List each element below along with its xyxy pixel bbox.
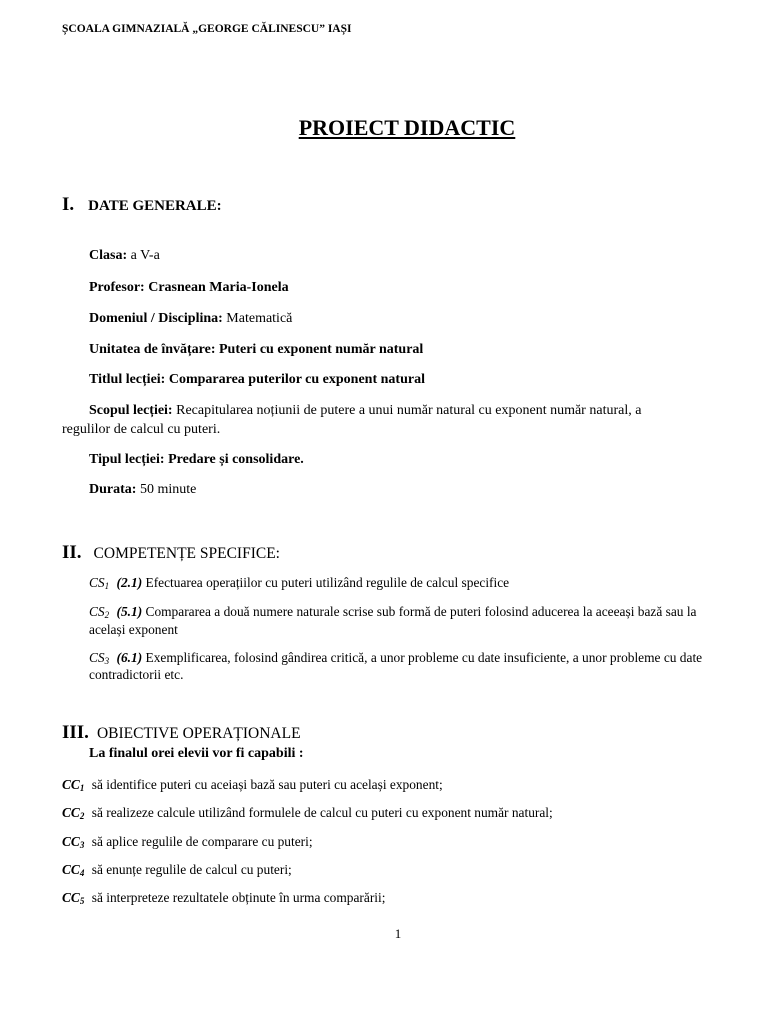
field-titlul bbox=[89, 372, 425, 388]
competence-subscript: 2 bbox=[104, 610, 110, 620]
competence-item bbox=[89, 575, 509, 591]
objective-code: CC bbox=[62, 834, 80, 849]
competence-continuation: contradictorii etc. bbox=[89, 667, 184, 682]
competence-text: Compararea a două numere naturale scrise sub formă de puteri folosind aducerea la aceeași bază sau la bbox=[142, 604, 697, 619]
field-scopul bbox=[89, 403, 641, 419]
field-label: Titlul lecției: Compararea puterilor cu exponent natural bbox=[89, 372, 425, 387]
competence-subscript: 3 bbox=[104, 656, 110, 666]
competence-item bbox=[89, 604, 697, 620]
field-profesor bbox=[89, 280, 289, 296]
field-scopul-continuation: regulilor de calcul cu puteri. bbox=[62, 422, 221, 437]
objective-text: să aplice regulile de comparare cu puteri; bbox=[91, 834, 313, 849]
section-objectives-heading bbox=[62, 722, 301, 744]
objective-subscript: 4 bbox=[79, 868, 85, 878]
field-durata bbox=[89, 482, 196, 498]
objective-text: să enunțe regulile de calcul cu puteri; bbox=[91, 862, 292, 877]
field-label: Tipul lecției: Predare și consolidare. bbox=[89, 452, 304, 467]
field-value: 50 minute bbox=[136, 482, 197, 497]
field-value: Matematică bbox=[222, 311, 293, 326]
field-label: Domeniul / Disciplina: bbox=[89, 311, 223, 326]
competence-continuation: același exponent bbox=[89, 622, 178, 637]
section-title: OBIECTIVE OPERAȚIONALE bbox=[96, 725, 301, 742]
competence-code: CS bbox=[89, 604, 105, 619]
objective-code: CC bbox=[62, 862, 80, 877]
objective-subscript: 3 bbox=[79, 840, 85, 850]
objectives-intro: La finalul orei elevii vor fi capabili : bbox=[89, 746, 304, 761]
field-label: Unitatea de învățare: Puteri cu exponent număr natural bbox=[89, 342, 424, 357]
competence-number: (2.1) bbox=[116, 575, 143, 590]
page-number: 1 bbox=[394, 926, 402, 941]
objective-code: CC bbox=[62, 890, 80, 905]
field-label: Durata: bbox=[89, 482, 137, 497]
objective-item bbox=[62, 805, 553, 821]
field-unitatea bbox=[89, 342, 423, 358]
section-number: II. bbox=[62, 542, 82, 563]
competence-number: (5.1) bbox=[116, 604, 143, 619]
objective-subscript: 1 bbox=[79, 783, 85, 793]
section-number: I. bbox=[62, 194, 75, 215]
school-header: ȘCOALA GIMNAZIALĂ „GEORGE CĂLINESCU” IAȘI bbox=[62, 23, 352, 35]
competence-text: Efectuarea operațiilor cu puteri utilizând regulile de calcul specifice bbox=[142, 575, 510, 590]
objective-text: să realizeze calcule utilizând formulele de calcul cu puteri cu exponent număr natural; bbox=[91, 805, 553, 820]
field-label: Clasa: bbox=[89, 248, 128, 263]
section-competences-heading bbox=[62, 542, 280, 564]
document-title: PROIECT DIDACTIC bbox=[298, 115, 516, 140]
section-number: III. bbox=[62, 722, 89, 743]
field-label: Scopul lecției: bbox=[89, 403, 173, 418]
objective-code: CC bbox=[62, 805, 80, 820]
competence-text: Exemplificarea, folosind gândirea critică, a unor probleme cu date insuficiente, a unor probleme cu date bbox=[142, 650, 703, 665]
competence-code: CS bbox=[89, 575, 105, 590]
objective-code: CC bbox=[62, 777, 80, 792]
competence-code: CS bbox=[89, 650, 105, 665]
field-value: Recapitularea noțiunii de putere a unui număr natural cu exponent număr natural, a bbox=[172, 403, 642, 418]
section-general-heading bbox=[62, 194, 222, 216]
objective-text: să identifice puteri cu aceiași bază sau puteri cu același exponent; bbox=[91, 777, 443, 792]
objective-item bbox=[62, 777, 443, 793]
competence-item bbox=[89, 650, 702, 666]
objective-subscript: 5 bbox=[79, 896, 85, 906]
section-title: COMPETENȚE SPECIFICE: bbox=[93, 545, 280, 562]
section-title: DATE GENERALE: bbox=[88, 198, 222, 214]
competence-subscript: 1 bbox=[104, 581, 110, 591]
objective-item bbox=[62, 862, 292, 878]
objective-subscript: 2 bbox=[79, 811, 85, 821]
competence-number: (6.1) bbox=[116, 650, 143, 665]
field-label: Profesor: Crasnean Maria-Ionela bbox=[89, 280, 289, 295]
field-tipul bbox=[89, 452, 304, 468]
objective-item bbox=[62, 890, 385, 906]
objective-text: să interpreteze rezultatele obținute în urma comparării; bbox=[91, 890, 386, 905]
objective-item bbox=[62, 834, 313, 850]
field-clasa bbox=[89, 248, 160, 264]
field-domeniul bbox=[89, 311, 292, 327]
field-value: a V-a bbox=[127, 248, 160, 263]
